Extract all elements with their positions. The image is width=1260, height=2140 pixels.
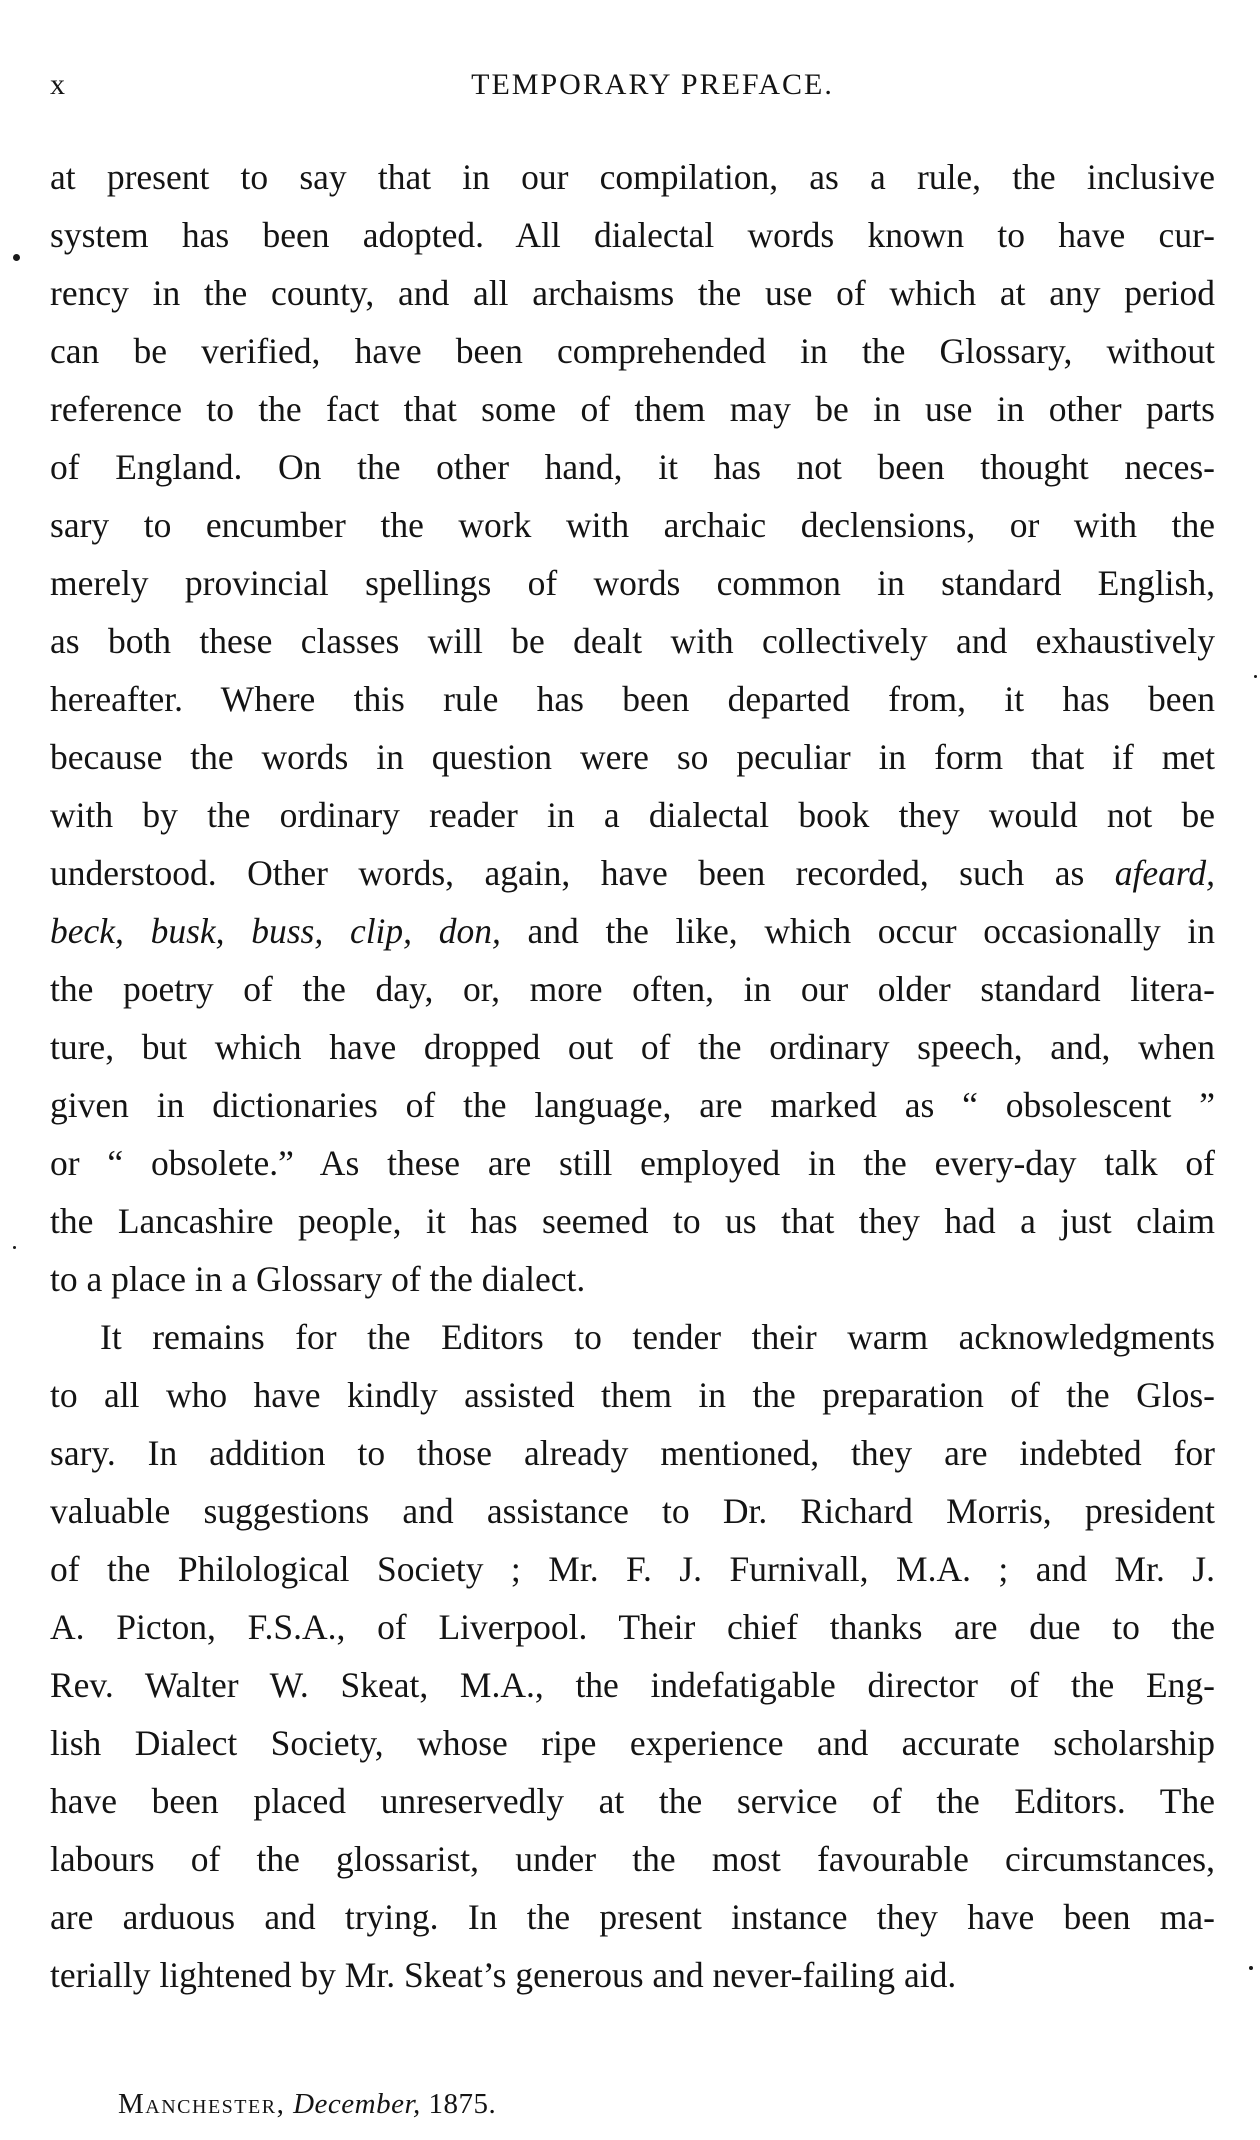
text-line: rency in the county, and all archaisms the use of which at any period: [50, 273, 1215, 313]
text-line: the Lancashire people, it has seemed to us that they had a just claim: [50, 1201, 1215, 1241]
italic-word: beck,: [50, 911, 124, 951]
page-number: x: [50, 68, 67, 101]
italic-word: afeard,: [1114, 853, 1215, 893]
italic-word: busk,: [150, 911, 225, 951]
scan-speck: [1254, 675, 1257, 678]
text-line: of England. On the other hand, it has not been thought neces-: [50, 447, 1215, 487]
scan-speck: [13, 254, 20, 261]
text-line: [50, 844, 1215, 902]
text-line: at present to say that in our compilation, as a rule, the inclusive: [50, 157, 1215, 197]
running-head: [50, 68, 1215, 112]
scan-speck: [1249, 1966, 1253, 1970]
text-line: hereafter. Where this rule has been departed from, it has been: [50, 679, 1215, 719]
text-line: valuable suggestions and assistance to Dr. Richard Morris, president: [50, 1491, 1215, 1531]
text-line: It remains for the Editors to tender their warm acknowledgments: [100, 1317, 1215, 1357]
text-line: of the Philological Society ; Mr. F. J. Furnivall, M.A. ; and Mr. J.: [50, 1549, 1215, 1589]
text-line: reference to the fact that some of them may be in use in other parts: [50, 389, 1215, 429]
italic-word: buss,: [251, 911, 324, 951]
text-line: the poetry of the day, or, more often, in our older standard litera-: [50, 969, 1215, 1009]
text-line: Rev. Walter W. Skeat, M.A., the indefatigable director of the Eng-: [50, 1665, 1215, 1705]
text-line: are arduous and trying. In the present instance they have been ma-: [50, 1897, 1215, 1937]
text-line: because the words in question were so peculiar in form that if met: [50, 737, 1215, 777]
text-line: have been placed unreservedly at the service of the Editors. The: [50, 1781, 1215, 1821]
text-line: as both these classes will be dealt with collectively and exhaustively: [50, 621, 1215, 661]
text-line: labours of the glossarist, under the most favourable circumstances,: [50, 1839, 1215, 1879]
body-text: [50, 148, 1215, 2004]
text-line: given in dictionaries of the language, are marked as “ obsolescent ”: [50, 1085, 1215, 1125]
text-line: lish Dialect Society, whose ripe experience and accurate scholarship: [50, 1723, 1215, 1763]
text-line: to all who have kindly assisted them in the preparation of the Glos-: [50, 1375, 1215, 1415]
italic-word: don,: [438, 911, 501, 951]
text-line: system has been adopted. All dialectal words known to have cur-: [50, 215, 1215, 255]
text-line: or “ obsolete.” As these are still employed in the every-day talk of: [50, 1143, 1215, 1183]
text-line: sary to encumber the work with archaic declensions, or with the: [50, 505, 1215, 545]
signature-line: [118, 2088, 496, 2121]
text-line: A. Picton, F.S.A., of Liverpool. Their chief thanks are due to the: [50, 1607, 1215, 1647]
running-title: TEMPORARY PREFACE.: [471, 68, 834, 101]
text-line: can be verified, have been comprehended in the Glossary, without: [50, 331, 1215, 371]
text-line: merely provincial spellings of words common in standard English,: [50, 563, 1215, 603]
text-line: [50, 902, 1215, 960]
italic-word: clip,: [349, 911, 413, 951]
text-line: with by the ordinary reader in a dialectal book they would not be: [50, 795, 1215, 835]
text-line: sary. In addition to those already mentioned, they are indebted for: [50, 1433, 1215, 1473]
signature-month: December,: [293, 2088, 421, 2120]
text-segment: understood. Other words, again, have been recorded, such as: [50, 853, 1085, 893]
text-segment: and the like, which occur occasionally in: [527, 911, 1216, 951]
text-line: terially lightened by Mr. Skeat’s generous and never-failing aid.: [50, 1955, 957, 1995]
signature-year: 1875.: [428, 2088, 497, 2120]
text-line: ture, but which have dropped out of the ordinary speech, and, when: [50, 1027, 1215, 1067]
scan-speck: [13, 1246, 16, 1249]
signature-place: Manchester,: [118, 2088, 286, 2120]
text-line: to a place in a Glossary of the dialect.: [50, 1259, 586, 1299]
